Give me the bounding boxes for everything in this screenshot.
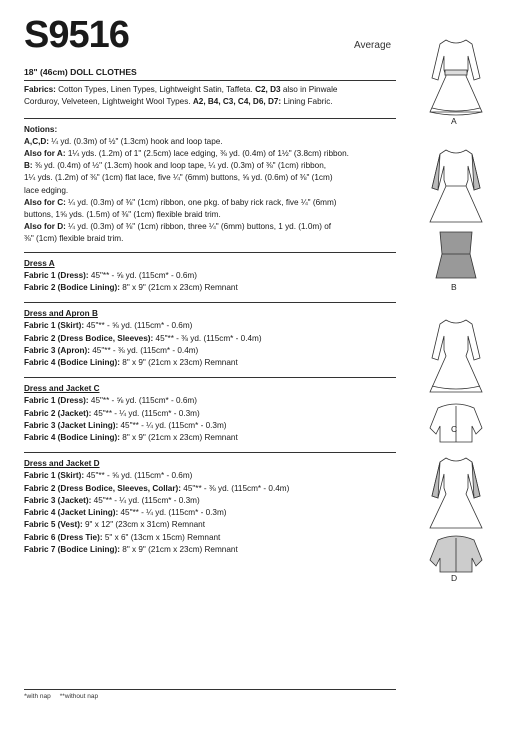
fabric-line [24, 470, 396, 482]
fabric-line [24, 420, 396, 432]
view-d-jacket-illustration [430, 536, 482, 572]
fabric-amount: 45"** - ⅜ yd. (115cm* - 0.4m) [181, 483, 290, 493]
notions-line [24, 172, 396, 184]
fabric-label: Fabric 5 (Vest): [24, 520, 83, 530]
view-a-label: A [451, 116, 457, 126]
notions-line-label: Also for A: [24, 149, 66, 159]
fabric-amount: 5" x 6" (13cm x 15cm) Remnant [102, 532, 221, 542]
divider [24, 252, 396, 253]
fabric-amount: 45"** - ⅝ yd. (115cm* - 0.6m) [84, 471, 193, 481]
fabric-requirements [24, 252, 396, 564]
fabric-line [24, 483, 396, 495]
fabric-line [24, 395, 396, 407]
fabric-amount: 45"** - ⅝ yd. (115cm* - 0.6m) [88, 270, 197, 280]
notions-line [24, 221, 396, 233]
fabric-amount: 45"** - ¼ yd. (115cm* - 0.3m) [91, 408, 200, 418]
notions-line-text: lace edging. [24, 185, 69, 195]
notions-line-text: 1¼ yds. (1.2m) of 1" (2.5cm) lace edging, ⅜ yd. (0.4m) of 1½" (3.8cm) ribbon. [65, 149, 349, 159]
fabric-amount: 45"** - ¼ yd. (115cm* - 0.3m) [118, 508, 227, 518]
fabric-label: Fabric 4 (Bodice Lining): [24, 433, 120, 443]
fabric-amount: 45"** - ⅝ yd. (115cm* - 0.6m) [84, 321, 193, 331]
fabric-line [24, 333, 396, 345]
fabric-label: Fabric 3 (Jacket Lining): [24, 420, 119, 430]
pattern-info [24, 66, 396, 564]
notions-line-text: 1¼ yds. (1.2m) of ⅜" (1cm) flat lace, five ¼" (6mm) buttons, ⅝ yd. (0.6m) of ⅜" (1cm) [24, 173, 333, 183]
fabrics-label: Fabrics: [24, 85, 56, 95]
section-title: Dress and Jacket C [24, 384, 100, 394]
fabrics-text: Cotton Types, Linen Types, Lightweight Satin, Taffeta. [55, 85, 256, 95]
fabric-amount: 45"** - ⅝ yd. (115cm* - 0.6m) [88, 396, 197, 406]
divider [24, 118, 396, 119]
notions-list [24, 136, 396, 246]
notions-line-label: Also for C: [24, 197, 66, 207]
fabric-line [24, 270, 396, 282]
fabric-label: Fabric 1 (Skirt): [24, 321, 85, 331]
fabric-label: Fabric 3 (Apron): [24, 345, 90, 355]
fabric-label: Fabric 7 (Bodice Lining): [24, 544, 120, 554]
notions-line-text: ⅜" (1cm) flexible braid trim. [24, 234, 124, 244]
notions-line-text: ⅜ yd. (0.4m) of ½" (1.3cm) hook and loop tape, ¼ yd. (0.3m) of ⅜" (1cm) ribbon, [32, 161, 327, 171]
fabric-label: Fabric 1 (Skirt): [24, 471, 85, 481]
fabric-line [24, 432, 396, 444]
fabric-label: Fabric 2 (Dress Bodice, Sleeves, Collar): [24, 483, 181, 493]
fabrics-paragraph [24, 84, 396, 108]
view-c-jacket-illustration [430, 404, 482, 442]
fabric-label: Fabric 2 (Bodice Lining): [24, 283, 120, 293]
fabric-amount: 45"** - ⅜ yd. (115cm* - 0.4m) [89, 345, 199, 355]
garment-views [410, 28, 502, 588]
notions-line-label: B: [24, 161, 33, 171]
fabric-label: Fabric 2 (Jacket): [24, 408, 92, 418]
view-c-dress-illustration [430, 320, 482, 392]
pattern-subtitle: 18" (46cm) DOLL CLOTHES [24, 67, 137, 77]
notions-line-text: ¼ yd. (0.3m) of ½" (1.3cm) hook and loop tape. [49, 136, 223, 146]
view-d-dress-illustration [430, 458, 482, 528]
section-title: Dress A [24, 258, 55, 268]
notions-line-text: buttons, 1⅝ yds. (1.5m) of ⅜" (1cm) flexible braid trim. [24, 210, 221, 220]
notions-line [24, 209, 396, 221]
notions-line [24, 136, 396, 148]
fabric-label: Fabric 2 (Dress Bodice, Sleeves): [24, 333, 154, 343]
fabric-amount: 8" x 9" (21cm x 23cm) Remnant [119, 433, 238, 443]
fabrics-text: Lining Fabric. [281, 97, 333, 107]
view-fabric-section [24, 258, 396, 303]
fabrics-bold: A2, B4, C3, C4, D6, D7: [192, 97, 282, 107]
footnote: *with nap **without nap [24, 693, 99, 700]
fabric-label: Fabric 3 (Jacket): [24, 495, 92, 505]
view-a-dress-illustration [430, 40, 482, 115]
view-fabric-section [24, 383, 396, 452]
divider [24, 689, 396, 690]
fabric-amount: 45"** - ¼ yd. (115cm* - 0.3m) [91, 495, 200, 505]
fabric-label: Fabric 6 (Dress Tie): [24, 532, 103, 542]
fabric-line [24, 544, 396, 556]
divider [24, 80, 396, 81]
difficulty-level: Average [354, 40, 392, 51]
section-title: Dress and Jacket D [24, 459, 100, 469]
fabric-line [24, 408, 396, 420]
fabrics-text: also in Pinwale [280, 85, 338, 95]
notions-line [24, 160, 396, 172]
notions-line [24, 148, 396, 160]
notions-line-label: A,C,D: [24, 136, 50, 146]
fabric-amount: 9" x 12" (23cm x 31cm) Remnant [82, 520, 206, 530]
section-title: Dress and Apron B [24, 309, 98, 319]
fabric-line [24, 519, 396, 531]
fabric-line [24, 282, 396, 294]
notions-line-text: ¼ yd. (0.3m) of ⅜" (1cm) ribbon, one pkg. of baby rick rack, five ¼" (6mm) [65, 197, 337, 207]
fabric-amount: 8" x 9" (21cm x 23cm) Remnant [119, 358, 238, 368]
fabric-line [24, 320, 396, 332]
fabric-amount: 45"** - ¼ yd. (115cm* - 0.3m) [118, 420, 227, 430]
pattern-number: S9516 [24, 14, 129, 56]
view-b-label: B [451, 282, 457, 292]
view-b-apron-illustration [436, 232, 476, 278]
fabric-line [24, 345, 396, 357]
fabric-label: Fabric 1 (Dress): [24, 396, 89, 406]
view-fabric-section [24, 308, 396, 377]
fabric-amount: 8" x 9" (21cm x 23cm) Remnant [119, 283, 238, 293]
notions-line [24, 185, 396, 197]
fabrics-text: Corduroy, Velveteen, Lightweight Wool Types. [24, 97, 193, 107]
fabric-amount: 45"** - ⅜ yd. (115cm* - 0.4m) [153, 333, 262, 343]
fabric-label: Fabric 1 (Dress): [24, 270, 89, 280]
view-b-dress-illustration [430, 150, 482, 222]
notions-section [24, 124, 396, 246]
view-illustrations [410, 28, 502, 588]
view-c-label: C [451, 424, 458, 434]
view-d-label: D [451, 573, 458, 583]
fabric-line [24, 357, 396, 369]
notions-title: Notions: [24, 124, 58, 134]
divider [24, 302, 396, 303]
fabric-line [24, 495, 396, 507]
notions-line-label: Also for D: [24, 222, 66, 232]
divider [24, 452, 396, 453]
fabric-line [24, 507, 396, 519]
fabrics-bold: C2, D3 [255, 85, 281, 95]
notions-line-text: ¼ yd. (0.3m) of ⅜" (1cm) ribbon, three ¼" (6mm) buttons, 1 yd. (1.0m) of [65, 222, 332, 232]
fabric-label: Fabric 4 (Jacket Lining): [24, 508, 119, 518]
fabric-line [24, 532, 396, 544]
view-fabric-section [24, 458, 396, 564]
notions-line [24, 197, 396, 209]
fabric-label: Fabric 4 (Bodice Lining): [24, 358, 120, 368]
fabric-amount: 8" x 9" (21cm x 23cm) Remnant [119, 544, 238, 554]
divider [24, 377, 396, 378]
notions-line [24, 233, 396, 245]
